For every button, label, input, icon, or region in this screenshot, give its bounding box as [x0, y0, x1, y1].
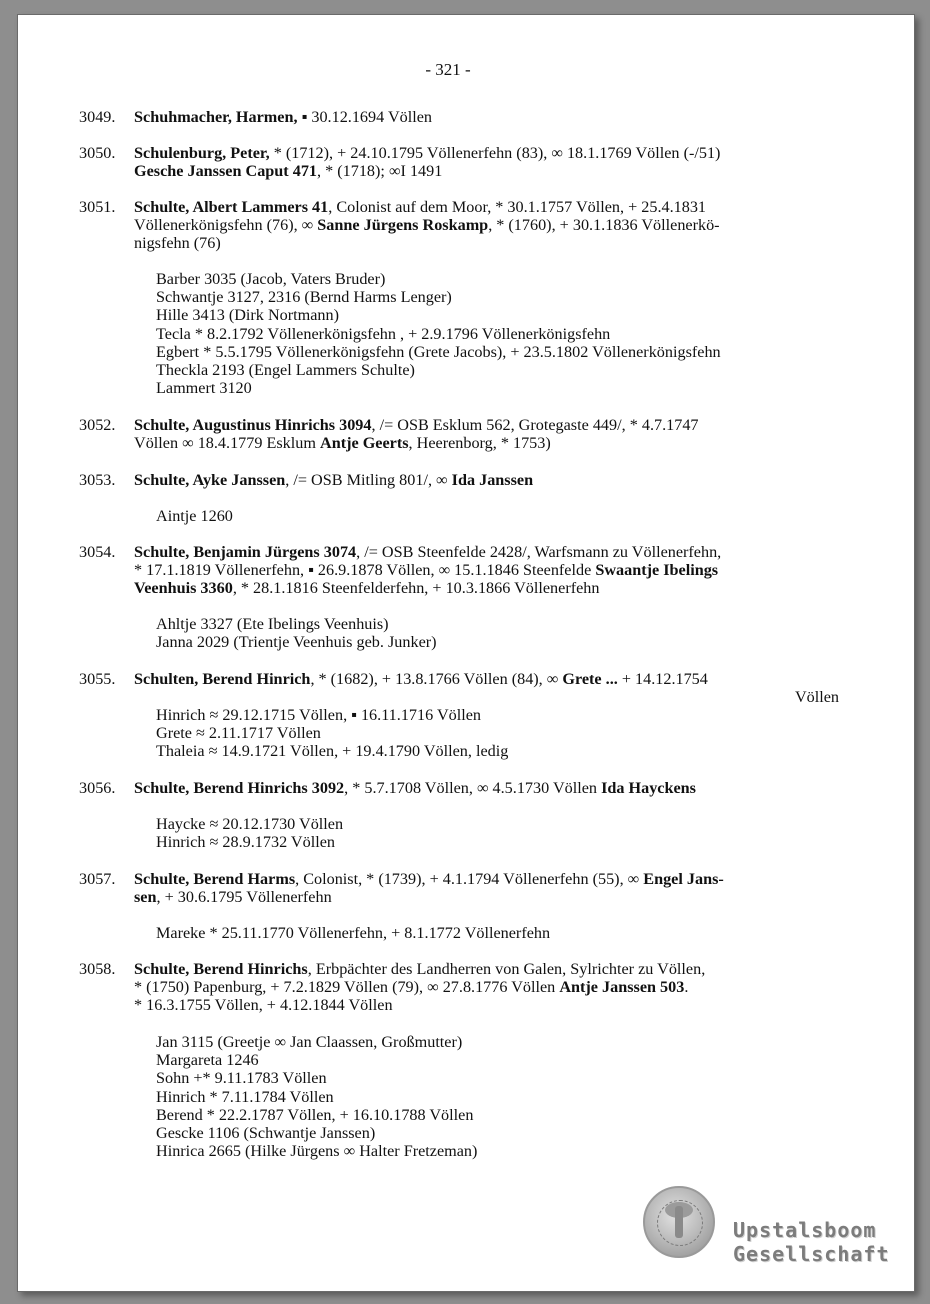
- spouse-name: Gesche Janssen Caput 471: [134, 162, 318, 181]
- entry-text: , Colonist, * (1739), + 4.1.1794 Völlenerfehn (55), ∞: [295, 870, 644, 888]
- person-name: Schulten, Berend Hinrich: [134, 670, 311, 688]
- entry-number: 3058.: [79, 960, 116, 978]
- entry-text: , * (1682), + 13.8.1766 Völlen (84), ∞: [310, 670, 563, 688]
- entry-3053: [79, 471, 839, 489]
- entry-text: , /= OSB Steenfelde 2428/, Warfsmann zu Völlenerfehn,: [356, 543, 722, 561]
- child-entry: Hinrich ≈ 28.9.1732 Völlen: [156, 833, 335, 852]
- entry-3058: [79, 960, 839, 1015]
- spouse-name: Sanne Jürgens Roskamp: [317, 216, 489, 235]
- child-entry: Jan 3115 (Greetje ∞ Jan Claassen, Großmutter): [156, 1033, 463, 1051]
- entry-text: nigsfehn (76): [134, 234, 221, 253]
- entry-text: , * 5.7.1708 Völlen, ∞ 4.5.1730 Völlen: [344, 779, 602, 797]
- child-entry: Schwantje 3127, 2316 (Bernd Harms Lenger): [156, 288, 452, 307]
- entry-3055: [79, 670, 839, 706]
- entry-number: 3057.: [79, 870, 116, 888]
- entry-3056: [79, 779, 839, 797]
- spouse-name: sen: [134, 888, 157, 907]
- entry-number: 3056.: [79, 779, 116, 797]
- entry-3051: [79, 198, 839, 253]
- entry-3052: [79, 416, 839, 452]
- child-entry: Egbert * 5.5.1795 Völlenerkönigsfehn (Grete Jacobs), + 23.5.1802 Völlenerkönigsfehn: [156, 342, 721, 361]
- entry-text: * (1712), + 24.10.1795 Völlenerfehn (83), ∞ 18.1.1769 Völlen (-/51): [269, 144, 721, 162]
- entry-number: 3050.: [79, 144, 116, 162]
- entry-text: .: [684, 978, 689, 997]
- entry-3049: [79, 108, 839, 126]
- child-entry: Gescke 1106 (Schwantje Janssen): [156, 1124, 376, 1143]
- children-list-3056: [156, 815, 343, 851]
- entry-text: Völlenerkönigsfehn (76), ∞: [134, 216, 318, 235]
- entry-text: , * 28.1.1816 Steenfelderfehn, + 10.3.1866 Völlenerfehn: [232, 579, 600, 598]
- entry-text: ▪ 30.12.1694 Völlen: [297, 108, 433, 126]
- child-entry: Aintje 1260: [156, 507, 233, 525]
- entry-number: 3051.: [79, 198, 116, 216]
- org-name-line1: Upstalsboom: [733, 1218, 877, 1242]
- person-name: Schulte, Berend Harms: [134, 870, 296, 888]
- child-entry: Haycke ≈ 20.12.1730 Völlen: [156, 815, 344, 833]
- child-entry: Hinrich ≈ 29.12.1715 Völlen, ▪ 16.11.1716 Völlen: [156, 706, 482, 724]
- entry-number: 3053.: [79, 471, 116, 489]
- entry-text: * 17.1.1819 Völlenerfehn, ▪ 26.9.1878 Völlen, ∞ 15.1.1846 Steenfelde: [134, 561, 596, 580]
- child-entry: Barber 3035 (Jacob, Vaters Bruder): [156, 270, 386, 288]
- child-entry: Hille 3413 (Dirk Nortmann): [156, 306, 339, 325]
- children-list-3051: [156, 270, 721, 397]
- child-entry: Hinrica 2665 (Hilke Jürgens ∞ Halter Fretzeman): [156, 1142, 478, 1161]
- children-list-3055: [156, 706, 508, 761]
- children-list-3053: [156, 507, 233, 525]
- entry-number: 3052.: [79, 416, 116, 434]
- entry-text: Völlen ∞ 18.4.1779 Esklum: [134, 434, 320, 453]
- entry-3057: [79, 870, 839, 906]
- society-seal-logo: [643, 1186, 715, 1258]
- entry-text: * 16.3.1755 Völlen, + 4.12.1844 Völlen: [134, 996, 393, 1015]
- spouse-name: Ida Janssen: [451, 471, 534, 489]
- child-entry: Ahltje 3327 (Ete Ibelings Veenhuis): [156, 615, 389, 633]
- child-entry: Sohn +* 9.11.1783 Völlen: [156, 1069, 327, 1088]
- child-entry: Janna 2029 (Trientje Veenhuis geb. Junker): [156, 633, 437, 652]
- child-entry: Hinrich * 7.11.1784 Völlen: [156, 1087, 334, 1106]
- children-list-3054: [156, 615, 437, 651]
- entry-3050: [79, 144, 839, 180]
- entry-text: , Heerenborg, * 1753): [408, 434, 551, 453]
- spouse-name: Antje Geerts: [320, 434, 409, 453]
- person-name: Schulte, Berend Hinrichs 3092: [134, 779, 345, 797]
- seal-tree-trunk: [675, 1206, 683, 1238]
- child-entry: Tecla * 8.2.1792 Völlenerkönigsfehn , + 2.9.1796 Völlenerkönigsfehn: [156, 324, 611, 343]
- entry-text: , Erbpächter des Landherren von Galen, Sylrichter zu Völlen,: [307, 960, 706, 978]
- person-name: Schulte, Augustinus Hinrichs 3094: [134, 416, 372, 434]
- child-entry: Thaleia ≈ 14.9.1721 Völlen, + 19.4.1790 Völlen, ledig: [156, 742, 509, 761]
- spouse-name: Antje Janssen 503: [559, 978, 685, 997]
- children-list-3057: [156, 924, 550, 942]
- entry-number: 3049.: [79, 108, 116, 126]
- child-entry: Lammert 3120: [156, 379, 252, 398]
- spouse-name: Veenhuis 3360: [134, 579, 233, 598]
- spouse-name: Engel Jans-: [643, 870, 724, 888]
- entry-3054: [79, 543, 839, 598]
- entry-text: , /= OSB Esklum 562, Grotegaste 449/, * 4.7.1747: [371, 416, 699, 434]
- entry-text: + 14.12.1754: [617, 670, 708, 688]
- org-name-line2: Gesellschaft: [733, 1242, 890, 1266]
- page-number: - 321 -: [425, 60, 471, 79]
- entry-text: , + 30.6.1795 Völlenerfehn: [156, 888, 332, 907]
- child-entry: Grete ≈ 2.11.1717 Völlen: [156, 724, 321, 743]
- entry-text: , * (1760), + 30.1.1836 Völlenerkö-: [488, 216, 720, 235]
- person-name: Schulte, Ayke Janssen: [134, 471, 286, 489]
- entry-text: Völlen: [794, 688, 839, 707]
- child-entry: Theckla 2193 (Engel Lammers Schulte): [156, 361, 415, 380]
- child-entry: Berend * 22.2.1787 Völlen, + 16.10.1788 Völlen: [156, 1105, 474, 1124]
- spouse-name: Ida Hayckens: [601, 779, 696, 797]
- person-name: Schulte, Benjamin Jürgens 3074: [134, 543, 357, 561]
- entry-number: 3055.: [79, 670, 116, 688]
- person-name: Schulenburg, Peter,: [134, 144, 270, 162]
- entry-text: , Colonist auf dem Moor, * 30.1.1757 Völlen, + 25.4.1831: [328, 198, 707, 216]
- children-list-3058: [156, 1033, 477, 1160]
- entry-text: , * (1718); ∞I 1491: [317, 162, 443, 181]
- spouse-name: Swaantje Ibelings: [595, 561, 719, 580]
- entry-text: * (1750) Papenburg, + 7.2.1829 Völlen (79), ∞ 27.8.1776 Völlen: [134, 978, 560, 997]
- person-name: Schulte, Albert Lammers 41: [134, 198, 329, 216]
- child-entry: Margareta 1246: [156, 1051, 259, 1070]
- child-entry: Mareke * 25.11.1770 Völlenerfehn, + 8.1.1772 Völlenerfehn: [156, 924, 551, 942]
- entry-number: 3054.: [79, 543, 116, 561]
- person-name: Schulte, Berend Hinrichs: [134, 960, 308, 978]
- entry-text: , /= OSB Mitling 801/, ∞: [285, 471, 452, 489]
- spouse-name: Grete ...: [562, 670, 618, 688]
- person-name: Schuhmacher, Harmen,: [134, 108, 298, 126]
